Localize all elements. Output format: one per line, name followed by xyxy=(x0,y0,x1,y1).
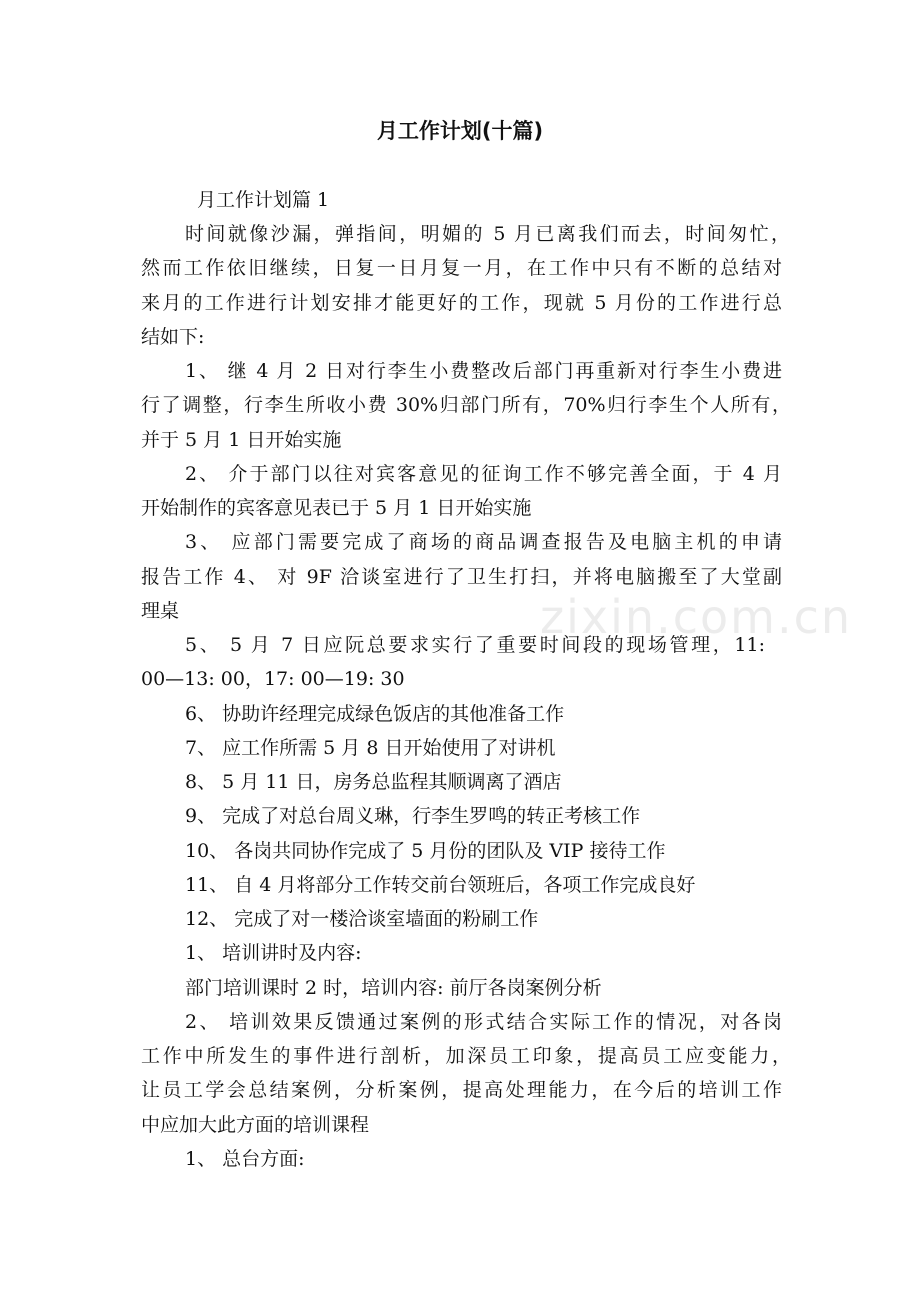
list-item-line: 并于 5 月 1 日开始实施 xyxy=(141,429,342,451)
list-item-line: 8、 5 月 11 日，房务总监程其顺调离了酒店 xyxy=(185,771,562,793)
paragraph-line: 时间就像沙漏，弹指间，明媚的 5 月已离我们而去，时间匆忙， xyxy=(185,223,790,245)
document-title: 月工作计划(十篇) xyxy=(376,119,544,143)
list-item-line: 中应加大此方面的培训课程 xyxy=(141,1114,370,1136)
list-item-line: 5、 5 月 7 日应阮总要求实行了重要时间段的现场管理，11: xyxy=(185,634,765,656)
list-item-line: 行了调整，行李生所收小费 30%归部门所有，70%归行李生个人所有， xyxy=(141,394,791,416)
list-item-line: 3、 应部门需要完成了商场的商品调查报告及电脑主机的申请 xyxy=(185,531,782,553)
paragraph-line: 然而工作依旧继续，日复一日月复一月，在工作中只有不断的总结对 xyxy=(141,257,782,279)
paragraph-line: 结如下: xyxy=(141,326,205,348)
list-item-line: 开始制作的宾客意见表已于 5 月 1 日开始实施 xyxy=(141,497,532,519)
list-item-line: 6、 协助许经理完成绿色饭店的其他准备工作 xyxy=(185,703,565,725)
list-item-line: 10、 各岗共同协作完成了 5 月份的团队及 VIP 接待工作 xyxy=(185,840,666,862)
list-item-line: 7、 应工作所需 5 月 8 日开始使用了对讲机 xyxy=(185,737,556,759)
paragraph-line: 来月的工作进行计划安排才能更好的工作，现就 5 月份的工作进行总 xyxy=(141,292,782,314)
watermark: zixin.com.cn xyxy=(540,590,853,644)
list-item-line: 让员工学会总结案例，分析案例，提高处理能力，在今后的培训工作 xyxy=(141,1079,782,1101)
list-item-line: 00—13: 00，17: 00—19: 30 xyxy=(141,668,405,690)
list-item-line: 2、 介于部门以往对宾客意见的征询工作不够完善全面，于 4 月 xyxy=(185,463,782,485)
list-item-line: 1、 培训讲时及内容: xyxy=(185,942,362,964)
list-item-line: 报告工作 4、 对 9F 洽谈室进行了卫生打扫，并将电脑搬至了大堂副 xyxy=(141,566,782,588)
list-item-line: 1、 总台方面: xyxy=(185,1148,305,1170)
list-item-line: 2、 培训效果反馈通过案例的形式结合实际工作的情况，对各岗 xyxy=(185,1011,782,1033)
list-item-line: 11、 自 4 月将部分工作转交前台领班后，各项工作完成良好 xyxy=(185,874,696,896)
list-item-line: 12、 完成了对一楼洽谈室墙面的粉刷工作 xyxy=(185,908,539,930)
list-item-line: 理桌 xyxy=(141,600,180,622)
list-item-line: 1、 继 4 月 2 日对行李生小费整改后部门再重新对行李生小费进 xyxy=(185,360,782,382)
paragraph-line: 部门培训课时 2 时，培训内容: 前厅各岗案例分析 xyxy=(185,977,602,999)
section-heading: 月工作计划篇 1 xyxy=(197,189,330,211)
list-item-line: 9、 完成了对总台周义琳，行李生罗鸣的转正考核工作 xyxy=(185,805,641,827)
list-item-line: 工作中所发生的事件进行剖析，加深员工印象，提高员工应变能力， xyxy=(141,1045,791,1067)
